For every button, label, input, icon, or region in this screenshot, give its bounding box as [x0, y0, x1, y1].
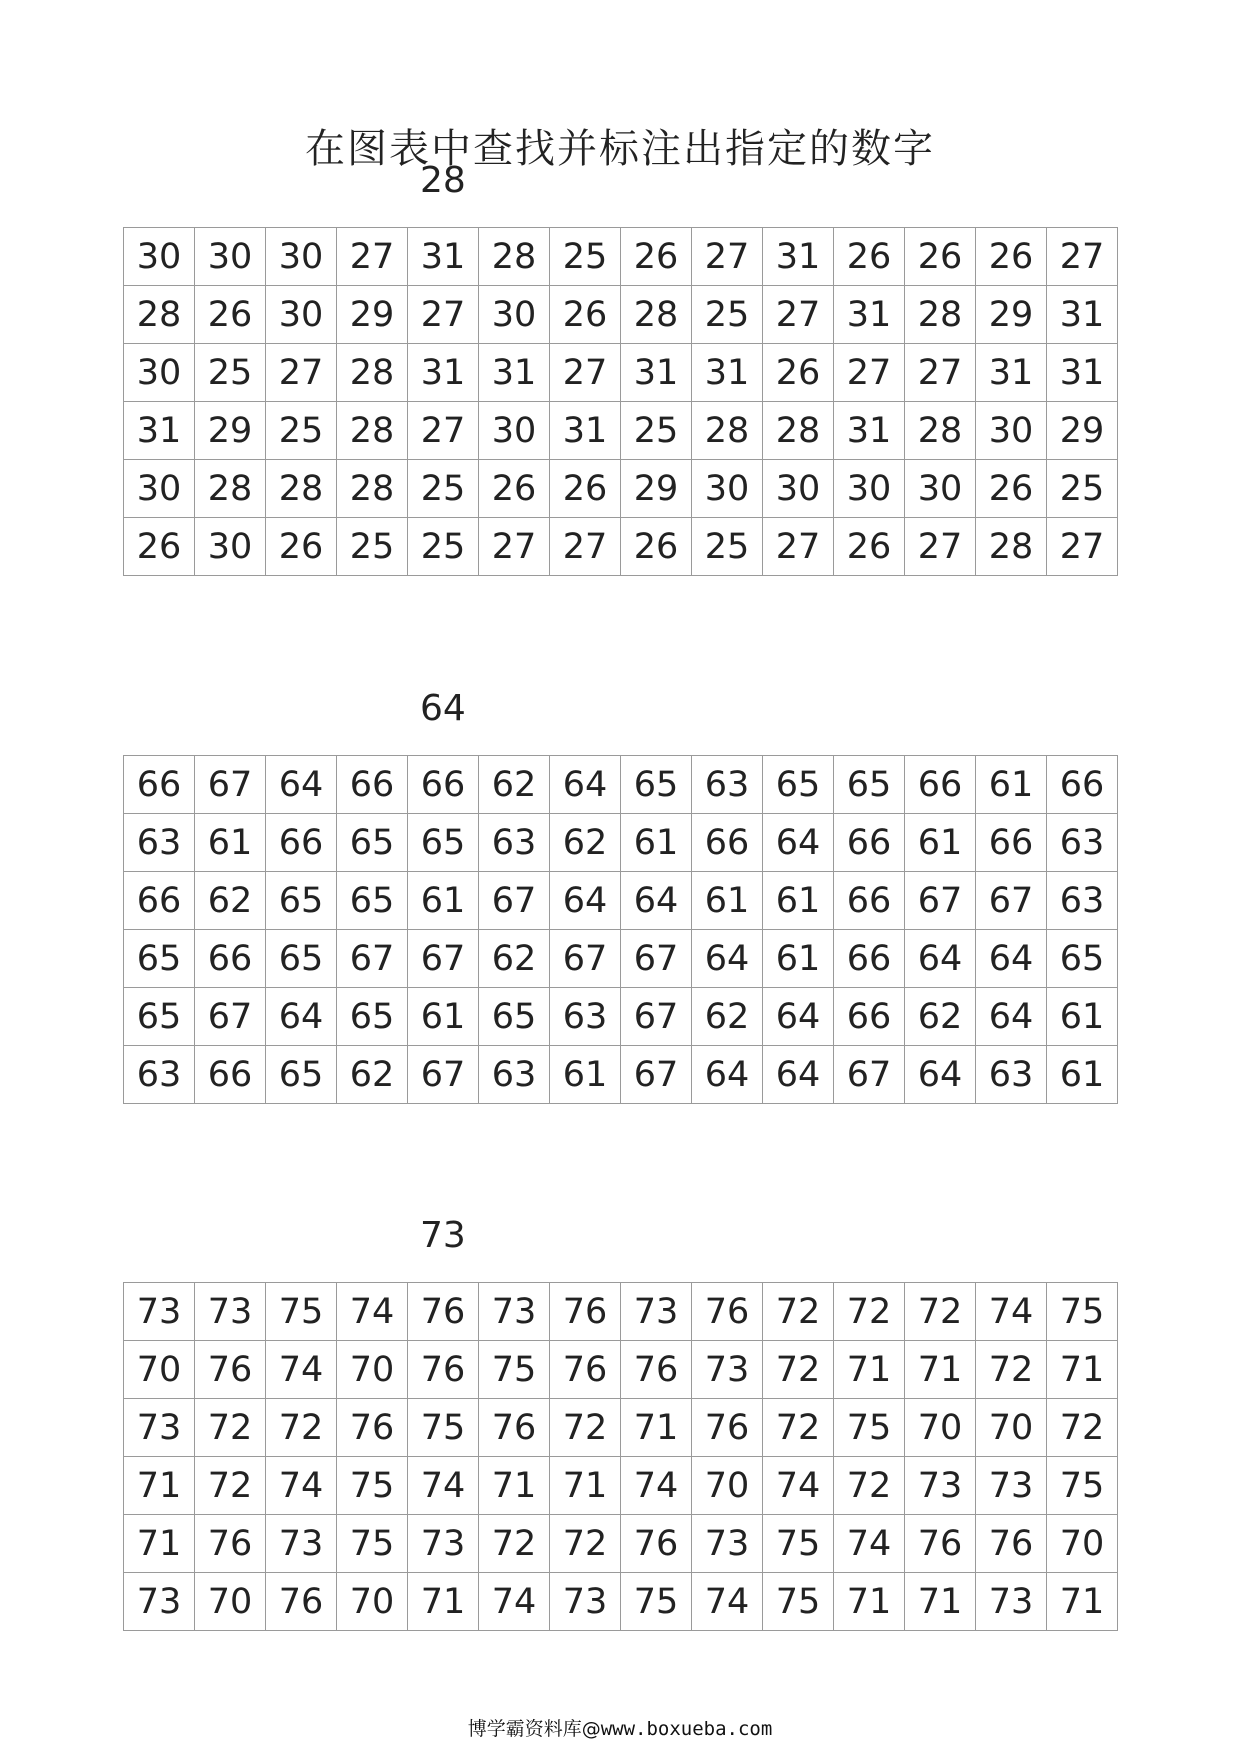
grid-cell[interactable]: 67: [621, 1046, 692, 1104]
grid-cell[interactable]: 74: [976, 1283, 1047, 1341]
grid-cell[interactable]: 73: [124, 1573, 195, 1631]
grid-cell[interactable]: 67: [621, 988, 692, 1046]
grid-cell[interactable]: 73: [124, 1283, 195, 1341]
grid-cell[interactable]: 76: [550, 1283, 621, 1341]
grid-cell[interactable]: 65: [337, 872, 408, 930]
grid-cell[interactable]: 70: [337, 1341, 408, 1399]
grid-cell[interactable]: 28: [763, 402, 834, 460]
grid-cell[interactable]: 72: [976, 1341, 1047, 1399]
grid-cell[interactable]: 30: [266, 286, 337, 344]
grid-cell[interactable]: 25: [621, 402, 692, 460]
grid-cell[interactable]: 31: [621, 344, 692, 402]
grid-cell[interactable]: 30: [479, 286, 550, 344]
grid-cell[interactable]: 74: [408, 1457, 479, 1515]
grid-cell[interactable]: 67: [905, 872, 976, 930]
grid-cell[interactable]: 76: [195, 1515, 266, 1573]
grid-cell[interactable]: 67: [408, 1046, 479, 1104]
grid-row: [124, 1573, 1118, 1631]
grid-cell[interactable]: 25: [266, 402, 337, 460]
grid-cell[interactable]: 71: [834, 1573, 905, 1631]
grid-cell[interactable]: 76: [479, 1399, 550, 1457]
grid-cell[interactable]: 76: [550, 1341, 621, 1399]
grid-cell[interactable]: 64: [976, 930, 1047, 988]
grid-cell[interactable]: 31: [1047, 344, 1118, 402]
grid-cell[interactable]: 61: [408, 872, 479, 930]
grid-cell[interactable]: 74: [834, 1515, 905, 1573]
grid-cell[interactable]: 67: [408, 930, 479, 988]
grid-cell[interactable]: 67: [976, 872, 1047, 930]
grid-cell[interactable]: 64: [692, 1046, 763, 1104]
grid-cell[interactable]: 76: [692, 1283, 763, 1341]
grid-cell[interactable]: 26: [550, 286, 621, 344]
number-grid: [123, 227, 1118, 576]
grid-cell[interactable]: 30: [124, 460, 195, 518]
grid-cell[interactable]: 66: [1047, 756, 1118, 814]
grid-cell[interactable]: 71: [905, 1573, 976, 1631]
grid-cell[interactable]: 67: [337, 930, 408, 988]
grid-row: [124, 930, 1118, 988]
grid-cell[interactable]: 61: [905, 814, 976, 872]
grid-cell[interactable]: 28: [195, 460, 266, 518]
grid-cell[interactable]: 71: [905, 1341, 976, 1399]
grid-cell[interactable]: 70: [976, 1399, 1047, 1457]
grid-cell[interactable]: 64: [621, 872, 692, 930]
grid-cell[interactable]: 75: [337, 1515, 408, 1573]
grid-cell[interactable]: 25: [550, 228, 621, 286]
grid-cell[interactable]: 30: [763, 460, 834, 518]
grid-cell[interactable]: 66: [834, 930, 905, 988]
grid-cell[interactable]: 64: [550, 872, 621, 930]
grid-cell[interactable]: 27: [692, 228, 763, 286]
grid-row: [124, 1457, 1118, 1515]
grid-cell[interactable]: 26: [834, 518, 905, 576]
grid-cell[interactable]: 29: [1047, 402, 1118, 460]
grid-cell[interactable]: 28: [692, 402, 763, 460]
grid-cell[interactable]: 75: [479, 1341, 550, 1399]
grid-cell[interactable]: 26: [550, 460, 621, 518]
grid-cell[interactable]: 27: [905, 518, 976, 576]
grid-cell[interactable]: 72: [763, 1399, 834, 1457]
grid-cell[interactable]: 66: [834, 814, 905, 872]
grid-cell[interactable]: 74: [266, 1457, 337, 1515]
grid-row: [124, 1046, 1118, 1104]
grid-cell[interactable]: 27: [550, 344, 621, 402]
grid-cell[interactable]: 74: [763, 1457, 834, 1515]
grid-cell[interactable]: 63: [124, 1046, 195, 1104]
grid-cell[interactable]: 26: [621, 518, 692, 576]
grid-cell[interactable]: 30: [976, 402, 1047, 460]
grid-cell[interactable]: 72: [195, 1399, 266, 1457]
grid-cell[interactable]: 73: [905, 1457, 976, 1515]
grid-cell[interactable]: 26: [834, 228, 905, 286]
grid-cell[interactable]: 72: [905, 1283, 976, 1341]
page-title: 在图表中查找并标注出指定的数字: [305, 125, 935, 172]
grid-row: [124, 402, 1118, 460]
grid-row: [124, 286, 1118, 344]
grid-cell[interactable]: 25: [1047, 460, 1118, 518]
grid-cell[interactable]: 73: [408, 1515, 479, 1573]
grid-cell[interactable]: 64: [976, 988, 1047, 1046]
grid-cell[interactable]: 72: [195, 1457, 266, 1515]
grid-cell[interactable]: 66: [408, 756, 479, 814]
grid-cell[interactable]: 65: [763, 756, 834, 814]
grid-cell[interactable]: 28: [337, 460, 408, 518]
grid-cell[interactable]: 70: [337, 1573, 408, 1631]
grid-cell[interactable]: 66: [266, 814, 337, 872]
grid-cell[interactable]: 74: [621, 1457, 692, 1515]
grid-cell[interactable]: 74: [337, 1283, 408, 1341]
grid-cell[interactable]: 31: [124, 402, 195, 460]
grid-cell[interactable]: 25: [408, 460, 479, 518]
grid-cell[interactable]: 62: [905, 988, 976, 1046]
grid-cell[interactable]: 27: [337, 228, 408, 286]
grid-cell[interactable]: 26: [905, 228, 976, 286]
grid-cell[interactable]: 71: [124, 1457, 195, 1515]
grid-cell[interactable]: 26: [266, 518, 337, 576]
grid-cell[interactable]: 61: [408, 988, 479, 1046]
grid-cell[interactable]: 61: [621, 814, 692, 872]
grid-cell[interactable]: 61: [1047, 988, 1118, 1046]
grid-cell[interactable]: 26: [124, 518, 195, 576]
grid-cell[interactable]: 70: [124, 1341, 195, 1399]
grid-cell[interactable]: 31: [408, 228, 479, 286]
grid-cell[interactable]: 75: [763, 1515, 834, 1573]
grid-cell[interactable]: 27: [479, 518, 550, 576]
grid-cell[interactable]: 29: [976, 286, 1047, 344]
grid-cell[interactable]: 61: [692, 872, 763, 930]
grid-cell[interactable]: 62: [479, 930, 550, 988]
grid-cell[interactable]: 67: [195, 756, 266, 814]
grid-cell[interactable]: 71: [479, 1457, 550, 1515]
number-grid: [123, 755, 1118, 1104]
grid-cell[interactable]: 67: [550, 930, 621, 988]
grid-cell[interactable]: 72: [266, 1399, 337, 1457]
grid-cell[interactable]: 61: [976, 756, 1047, 814]
grid-cell[interactable]: 30: [692, 460, 763, 518]
grid-cell[interactable]: 75: [408, 1399, 479, 1457]
grid-cell[interactable]: 65: [479, 988, 550, 1046]
grid-cell[interactable]: 61: [1047, 1046, 1118, 1104]
grid-cell[interactable]: 25: [692, 286, 763, 344]
grid-cell[interactable]: 66: [124, 756, 195, 814]
grid-cell[interactable]: 62: [550, 814, 621, 872]
grid-cell[interactable]: 64: [763, 988, 834, 1046]
footer: [0, 1714, 1240, 1741]
grid-cell[interactable]: 65: [1047, 930, 1118, 988]
grid-cell[interactable]: 75: [621, 1573, 692, 1631]
grid-cell[interactable]: 26: [621, 228, 692, 286]
grid-cell[interactable]: 74: [266, 1341, 337, 1399]
grid-cell[interactable]: 26: [976, 460, 1047, 518]
grid-cell[interactable]: 29: [621, 460, 692, 518]
grid-cell[interactable]: 76: [408, 1283, 479, 1341]
grid-cell[interactable]: 73: [266, 1515, 337, 1573]
grid-cell[interactable]: 26: [976, 228, 1047, 286]
grid-cell[interactable]: 65: [266, 872, 337, 930]
grid-row: [124, 988, 1118, 1046]
grid-cell[interactable]: 72: [479, 1515, 550, 1573]
grid-cell[interactable]: 25: [692, 518, 763, 576]
grid-cell[interactable]: 76: [266, 1573, 337, 1631]
grid-cell[interactable]: 64: [763, 1046, 834, 1104]
grid-cell[interactable]: 70: [195, 1573, 266, 1631]
grid-cell[interactable]: 31: [834, 286, 905, 344]
grid-cell[interactable]: 30: [124, 344, 195, 402]
grid-cell[interactable]: 30: [195, 228, 266, 286]
grid-cell[interactable]: 30: [124, 228, 195, 286]
grid-cell[interactable]: 67: [479, 872, 550, 930]
grid-cell[interactable]: 62: [479, 756, 550, 814]
grid-cell[interactable]: 26: [763, 344, 834, 402]
grid-cell[interactable]: 28: [905, 286, 976, 344]
grid-cell[interactable]: 61: [763, 930, 834, 988]
grid-cell[interactable]: 67: [195, 988, 266, 1046]
grid-cell[interactable]: 71: [1047, 1341, 1118, 1399]
grid-cell[interactable]: 31: [834, 402, 905, 460]
grid-cell[interactable]: 73: [692, 1341, 763, 1399]
grid-cell[interactable]: 27: [763, 518, 834, 576]
grid-cell[interactable]: 64: [905, 1046, 976, 1104]
grid-cell[interactable]: 28: [337, 344, 408, 402]
grid-row: [124, 1341, 1118, 1399]
grid-cell[interactable]: 75: [266, 1283, 337, 1341]
target-number: 73: [420, 1215, 466, 1256]
grid-cell[interactable]: 61: [763, 872, 834, 930]
grid-cell[interactable]: 66: [834, 988, 905, 1046]
grid-row: [124, 1283, 1118, 1341]
grid-cell[interactable]: 71: [834, 1341, 905, 1399]
grid-cell[interactable]: 72: [550, 1399, 621, 1457]
grid-cell[interactable]: 27: [1047, 518, 1118, 576]
grid-cell[interactable]: 75: [1047, 1457, 1118, 1515]
grid-cell[interactable]: 31: [692, 344, 763, 402]
grid-cell[interactable]: 73: [692, 1515, 763, 1573]
target-number: 28: [420, 160, 466, 201]
grid-cell[interactable]: 66: [124, 872, 195, 930]
grid-cell[interactable]: 70: [692, 1457, 763, 1515]
grid-cell[interactable]: 26: [195, 286, 266, 344]
grid-cell[interactable]: 72: [1047, 1399, 1118, 1457]
grid-cell[interactable]: 29: [195, 402, 266, 460]
grid-cell[interactable]: 76: [621, 1341, 692, 1399]
grid-cell[interactable]: 67: [621, 930, 692, 988]
grid-cell[interactable]: 28: [266, 460, 337, 518]
grid-cell[interactable]: 71: [621, 1399, 692, 1457]
grid-cell[interactable]: 27: [266, 344, 337, 402]
grid-cell[interactable]: 61: [195, 814, 266, 872]
grid-cell[interactable]: 26: [479, 460, 550, 518]
grid-cell[interactable]: 71: [408, 1573, 479, 1631]
grid-cell[interactable]: 27: [905, 344, 976, 402]
grid-cell[interactable]: 66: [834, 872, 905, 930]
grid-cell[interactable]: 66: [195, 1046, 266, 1104]
grid-cell[interactable]: 27: [834, 344, 905, 402]
grid-cell[interactable]: 65: [124, 988, 195, 1046]
grid-cell[interactable]: 30: [834, 460, 905, 518]
grid-cell[interactable]: 66: [195, 930, 266, 988]
grid-cell[interactable]: 62: [337, 1046, 408, 1104]
grid-cell[interactable]: 62: [692, 988, 763, 1046]
grid-cell[interactable]: 75: [834, 1399, 905, 1457]
grid-cell[interactable]: 25: [195, 344, 266, 402]
grid-cell[interactable]: 64: [266, 988, 337, 1046]
grid-cell[interactable]: 74: [692, 1573, 763, 1631]
grid-cell[interactable]: 76: [692, 1399, 763, 1457]
grid-cell[interactable]: 76: [408, 1341, 479, 1399]
grid-cell[interactable]: 65: [337, 988, 408, 1046]
grid-cell[interactable]: 28: [905, 402, 976, 460]
grid-cell[interactable]: 63: [479, 1046, 550, 1104]
grid-cell[interactable]: 63: [976, 1046, 1047, 1104]
grid-cell[interactable]: 71: [124, 1515, 195, 1573]
grid-cell[interactable]: 30: [195, 518, 266, 576]
grid-cell[interactable]: 31: [408, 344, 479, 402]
grid-cell[interactable]: 29: [337, 286, 408, 344]
grid-cell[interactable]: 31: [1047, 286, 1118, 344]
grid-cell[interactable]: 66: [337, 756, 408, 814]
grid-cell[interactable]: 64: [692, 930, 763, 988]
grid-cell[interactable]: 30: [905, 460, 976, 518]
grid-cell[interactable]: 31: [976, 344, 1047, 402]
grid-cell[interactable]: 63: [1047, 814, 1118, 872]
grid-cell[interactable]: 76: [976, 1515, 1047, 1573]
footer-site-name: 博学霸资料库@: [467, 1718, 601, 1740]
grid-cell[interactable]: 66: [692, 814, 763, 872]
grid-cell[interactable]: 30: [266, 228, 337, 286]
grid-cell[interactable]: 63: [550, 988, 621, 1046]
grid-cell[interactable]: 73: [195, 1283, 266, 1341]
grid-cell[interactable]: 73: [621, 1283, 692, 1341]
grid-cell[interactable]: 67: [834, 1046, 905, 1104]
grid-cell[interactable]: 64: [550, 756, 621, 814]
grid-cell[interactable]: 64: [905, 930, 976, 988]
grid-cell[interactable]: 28: [337, 402, 408, 460]
grid-cell[interactable]: 70: [905, 1399, 976, 1457]
grid-cell[interactable]: 72: [834, 1283, 905, 1341]
grid-row: [124, 756, 1118, 814]
grid-cell[interactable]: 28: [479, 228, 550, 286]
grid-cell[interactable]: 76: [905, 1515, 976, 1573]
grid-cell[interactable]: 28: [621, 286, 692, 344]
grid-cell[interactable]: 63: [479, 814, 550, 872]
grid-cell[interactable]: 61: [550, 1046, 621, 1104]
grid-cell[interactable]: 72: [763, 1341, 834, 1399]
grid-cell[interactable]: 66: [976, 814, 1047, 872]
grid-cell[interactable]: 25: [337, 518, 408, 576]
grid-row: [124, 344, 1118, 402]
grid-row: [124, 228, 1118, 286]
grid-cell[interactable]: 65: [834, 756, 905, 814]
grid-cell[interactable]: 73: [550, 1573, 621, 1631]
grid-cell[interactable]: 70: [1047, 1515, 1118, 1573]
grid-cell[interactable]: 27: [550, 518, 621, 576]
grid-row: [124, 872, 1118, 930]
grid-cell[interactable]: 72: [834, 1457, 905, 1515]
grid-cell[interactable]: 72: [763, 1283, 834, 1341]
grid-cell[interactable]: 73: [976, 1457, 1047, 1515]
grid-row: [124, 460, 1118, 518]
grid-cell[interactable]: 65: [124, 930, 195, 988]
grid-cell[interactable]: 71: [550, 1457, 621, 1515]
grid-row: [124, 518, 1118, 576]
grid-row: [124, 1399, 1118, 1457]
grid-cell[interactable]: 30: [479, 402, 550, 460]
grid-cell[interactable]: 63: [124, 814, 195, 872]
grid-cell[interactable]: 65: [337, 814, 408, 872]
grid-cell[interactable]: 65: [408, 814, 479, 872]
grid-cell[interactable]: 76: [195, 1341, 266, 1399]
grid-cell[interactable]: 27: [408, 286, 479, 344]
grid-cell[interactable]: 63: [1047, 872, 1118, 930]
grid-cell[interactable]: 64: [763, 814, 834, 872]
grid-cell[interactable]: 63: [692, 756, 763, 814]
grid-cell[interactable]: 31: [479, 344, 550, 402]
grid-cell[interactable]: 76: [621, 1515, 692, 1573]
grid-cell[interactable]: 27: [763, 286, 834, 344]
grid-cell[interactable]: 71: [1047, 1573, 1118, 1631]
grid-cell[interactable]: 73: [976, 1573, 1047, 1631]
grid-cell[interactable]: 25: [408, 518, 479, 576]
grid-cell[interactable]: 28: [124, 286, 195, 344]
grid-cell[interactable]: 65: [621, 756, 692, 814]
target-number: 64: [420, 688, 466, 729]
grid-cell[interactable]: 27: [1047, 228, 1118, 286]
grid-cell[interactable]: 74: [479, 1573, 550, 1631]
grid-cell[interactable]: 31: [763, 228, 834, 286]
grid-cell[interactable]: 27: [408, 402, 479, 460]
grid-row: [124, 814, 1118, 872]
grid-cell[interactable]: 76: [337, 1399, 408, 1457]
grid-cell[interactable]: 73: [124, 1399, 195, 1457]
grid-cell[interactable]: 65: [266, 930, 337, 988]
grid-cell[interactable]: 66: [905, 756, 976, 814]
grid-cell[interactable]: 75: [1047, 1283, 1118, 1341]
grid-cell[interactable]: 65: [266, 1046, 337, 1104]
grid-row: [124, 1515, 1118, 1573]
grid-cell[interactable]: 62: [195, 872, 266, 930]
grid-cell[interactable]: 75: [337, 1457, 408, 1515]
number-grid: [123, 1282, 1118, 1631]
grid-cell[interactable]: 72: [550, 1515, 621, 1573]
footer-url: www.boxueba.com: [600, 1718, 773, 1740]
grid-cell[interactable]: 31: [550, 402, 621, 460]
grid-cell[interactable]: 75: [763, 1573, 834, 1631]
grid-cell[interactable]: 64: [266, 756, 337, 814]
grid-cell[interactable]: 73: [479, 1283, 550, 1341]
grid-cell[interactable]: 28: [976, 518, 1047, 576]
